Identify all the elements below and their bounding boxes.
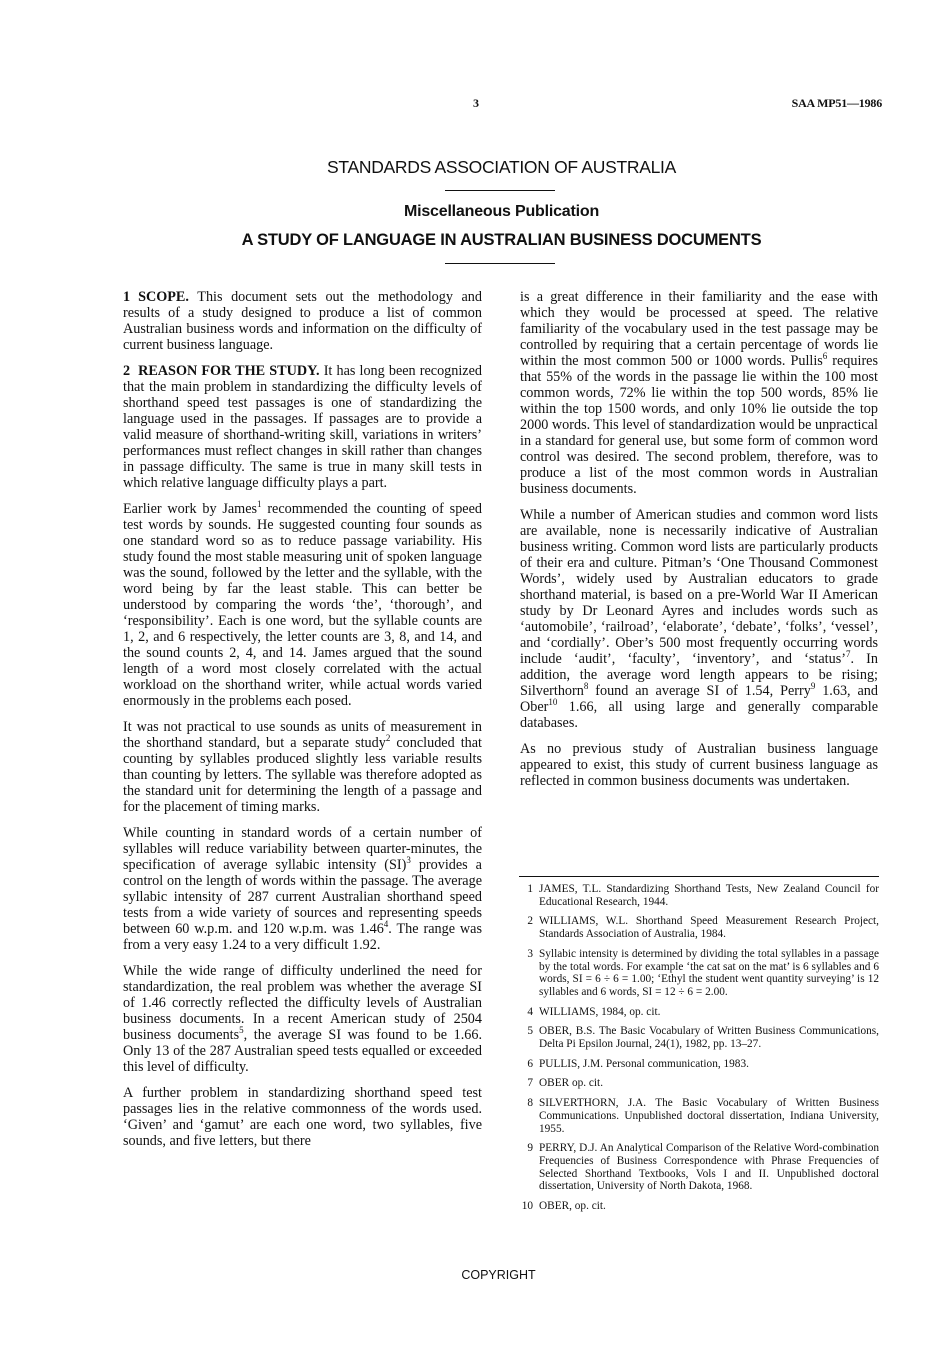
title-divider [445, 190, 555, 191]
footnote-item [519, 1200, 879, 1213]
text-run: While a number of American studies and common word lists are available, none is necessarily indicative of Australian business writing. Common word lists are particularly products of their era and culture. Pitman’s ‘One Thousand Commonest Words’, widely used by Australian educators to grade shorthand material, is based on a pre-World War II American study by Dr Leonard Ayres and includes words such as ‘automobile’, ‘railroad’, ‘elaborate’, ‘debate’, ‘folks’, ‘vessel’, and ‘cordially’. Ober’s 500 most frequently occurring words include ‘audit’, ‘faculty’, ‘inventory’, and ‘status’ [520, 507, 878, 667]
right-column [520, 289, 878, 799]
footnote-item [519, 948, 879, 999]
copyright-notice: COPYRIGHT [461, 1268, 536, 1282]
footnote-item [519, 1025, 879, 1050]
footnotes-list [519, 883, 879, 1220]
footnote-text: OBER, B.S. The Basic Vocabulary of Written Business Communications, Delta Pi Epsilon Journal, 24(1), 1982, pp. 13–27. [539, 1025, 879, 1051]
footnote-ref: 10 [548, 697, 558, 707]
footnote-item [519, 915, 879, 940]
text-run: While counting in standard words of a certain number of syllables will reduce variability between quarter-minutes, the specification of average syllabic intensity (SI) [123, 825, 482, 873]
section-number: 2 [123, 363, 131, 379]
text-run: concluded that counting by syllables produced slightly less variable results than counting by letters. The syllable was therefore adopted as the standard unit for determining the length of a passage and for the placement of timing marks. [123, 735, 482, 815]
footnote-number: 10 [521, 1200, 533, 1213]
paragraph-syllabic-intensity [123, 825, 482, 953]
footnote-ref: 9 [810, 681, 816, 691]
section-number: 1 [123, 289, 131, 305]
text-run: , the average SI was found to be 1.66. Only 13 of the 287 Australian speed tests equalled or exceeded this level of difficulty. [123, 1027, 482, 1075]
footnote-text: OBER op. cit. [539, 1077, 604, 1090]
footnote-text: Syllabic intensity is determined by dividing the total syllables in a passage by the total words. For example ‘the cat sat on the mat’ is 6 syllables and 6 words, SI = 6 ÷ 6 = 1.00; ‘Ethyl the student went quantity surveying’ is 12 syllables and 6 words, SI = 12 ÷ 6 = 2.00. [539, 947, 879, 998]
footnote-text: WILLIAMS, 1984, op. cit. [539, 1005, 661, 1018]
footnote-ref: 6 [822, 351, 828, 361]
footnote-number: 8 [527, 1097, 533, 1110]
footnote-text: PERRY, D.J. An Analytical Comparison of the Relative Word-combination Frequencies of Business Correspondence with Phrase Frequencies of Selected Shorthand Textbooks, Vols I and II. Unpublished doctoral dissertation, University of North Dakota, 1968. [539, 1142, 879, 1193]
document-code: SAA MP51—1986 [791, 96, 882, 110]
footnote-text: WILLIAMS, W.L. Shorthand Speed Measurement Research Project, Standards Association of Australia, 1984. [539, 915, 879, 941]
text-run: recommended the counting of speed test words by sounds. He suggested counting four sounds as one standard word so as to reduce passage variability. His study found the most stable measuring unit of spoken language was the sound, followed by the letter and the syllable, with the word being by far the least stable. This can better be understood by comparing the words ‘the’, ‘thorough’, and ‘responsibility’. Each is one word, but the syllable counts are 1, 2, and 6 respectively, the letter counts are 3, 8, and 14, and the sound counts 2, 4, and 14. James argued that the sound length of a word most closely correlated with the actual workload on the shorthand writer, while actual words varied enormously in the problems each posed. [123, 501, 482, 709]
section-heading: SCOPE. [138, 289, 189, 305]
footnote-ref: 3 [406, 855, 411, 865]
section-text: This document sets out the methodology and results of a study designed to produce a list of common Australian business words and information on the difficulty of current business language. [123, 289, 482, 353]
footnote-number: 4 [527, 1005, 533, 1018]
footnote-text: JAMES, T.L. Standardizing Shorthand Tests, New Zealand Council for Educational Research, 1944. [539, 883, 879, 908]
footnote-ref: 5 [239, 1025, 244, 1035]
text-run: . The range was from a very easy 1.24 to a very difficult 1.92. [123, 921, 482, 953]
footnote-item [519, 1058, 879, 1071]
section-heading: REASON FOR THE STUDY. [138, 363, 320, 379]
footnote-divider [519, 876, 879, 877]
text-run: found an average SI of 1.54, Perry [588, 683, 811, 699]
footnote-number: 6 [527, 1057, 533, 1070]
text-run: provides a control on the length of words within the passage. The average syllabic intensity of 287 current Australian shorthand speed tests from a wide variety of sources and representing speeds between 60 w.p.m. and 120 w.p.m. was 1.46 [123, 857, 482, 937]
organization-title: STANDARDS ASSOCIATION OF AUSTRALIA [327, 157, 676, 177]
text-run: requires that 55% of the words in the passage lie within the 100 most common words, 72% lie within the top 500 words, 85% lie within the top 1500 words, and only 10% lie outside the top 2000 words. This level of standardization would be unpractical in a standard for general use, but some form of common word control was desired. The second problem, therefore, was to produce a list of the most common words in Australian business documents. [520, 353, 878, 497]
document-title: A STUDY OF LANGUAGE IN AUSTRALIAN BUSINESS DOCUMENTS [241, 231, 762, 249]
footnote-number: 3 [527, 947, 533, 960]
paragraph-syllable [123, 719, 482, 815]
paragraph-further-problem-start [123, 1085, 482, 1149]
paragraph-james [123, 501, 482, 709]
text-run: is a great difference in their familiarity and the ease with which they would be processed at speed. The relative familiarity of the vocabulary used in the test passage may be controlled by requiring that a certain percentage of words lie within the most common 500 or 1000 words. Pullis [520, 289, 878, 369]
footnote-text: SILVERTHORN, J.A. The Basic Vocabulary of Written Business Communications. Unpublished doctoral dissertation, Indiana University, 1955. [539, 1097, 879, 1135]
left-column [123, 289, 482, 1159]
footnote-ref: 7 [845, 649, 851, 659]
text-run: 1.63, and Ober [520, 683, 878, 715]
paragraph-american-studies [520, 507, 878, 731]
footnote-ref: 2 [385, 733, 391, 743]
footnote-number: 1 [527, 883, 533, 895]
footnote-number: 2 [527, 915, 533, 928]
page-number: 3 [473, 96, 479, 110]
text-run: It was not practical to use sounds as units of measurement in the shorthand standard, but a separate study [123, 719, 482, 751]
paragraph-further-problem-cont [520, 289, 878, 497]
footnote-item [519, 1077, 879, 1090]
footnote-item [519, 1142, 879, 1193]
section-text: It has long been recognized that the main problem in standardizing the difficulty levels of shorthand speed test passages is one of standardizing the language used in the passages. If passages are to provide a valid measure of shorthand-writing skill, variations in writers’ performances must reflect changes in skill rather than changes in passage difficulty. The same is true in many skill tests in which relative language difficulty plays a part. [123, 363, 482, 491]
text-run: . In addition, the average word length appears to be rising; Silverthorn [520, 651, 878, 699]
text-run: A further problem in standardizing shorthand speed test passages lies in the relative commonness of the words used. ‘Given’ and ‘gamut’ are each one word, two syllables, five sounds, and five letters, but there [123, 1085, 482, 1149]
section-scope [123, 289, 482, 353]
footnote-text: OBER, op. cit. [539, 1200, 606, 1213]
footnote-item [519, 883, 879, 908]
footnote-ref: 4 [383, 919, 389, 929]
footnote-ref: 8 [583, 681, 589, 691]
section-reason [123, 363, 482, 491]
publication-type: Miscellaneous Publication [403, 203, 600, 220]
text-run: Earlier work by James [123, 501, 258, 517]
footnote-item [519, 1006, 879, 1019]
title-divider [445, 263, 555, 264]
paragraph-conclusion: As no previous study of Australian business language appeared to exist, this study of current business language as reflected in common business documents was undertaken. [520, 741, 878, 789]
footnote-item [519, 1097, 879, 1135]
text-run: While the wide range of difficulty underlined the need for standardization, the real problem was whether the average SI of 1.46 correctly reflected the difficulty levels of Australian business documents. In a recent American study of 2504 business documents [123, 963, 482, 1043]
footnote-text: PULLIS, J.M. Personal communication, 1983. [539, 1057, 749, 1070]
paragraph-difficulty-range [123, 963, 482, 1075]
footnote-number: 9 [527, 1142, 533, 1155]
text-run: 1.66, all using large and generally comparable databases. [520, 699, 878, 731]
footnote-number: 7 [527, 1077, 533, 1090]
footnote-ref: 1 [257, 499, 262, 509]
footnote-number: 5 [527, 1025, 533, 1038]
